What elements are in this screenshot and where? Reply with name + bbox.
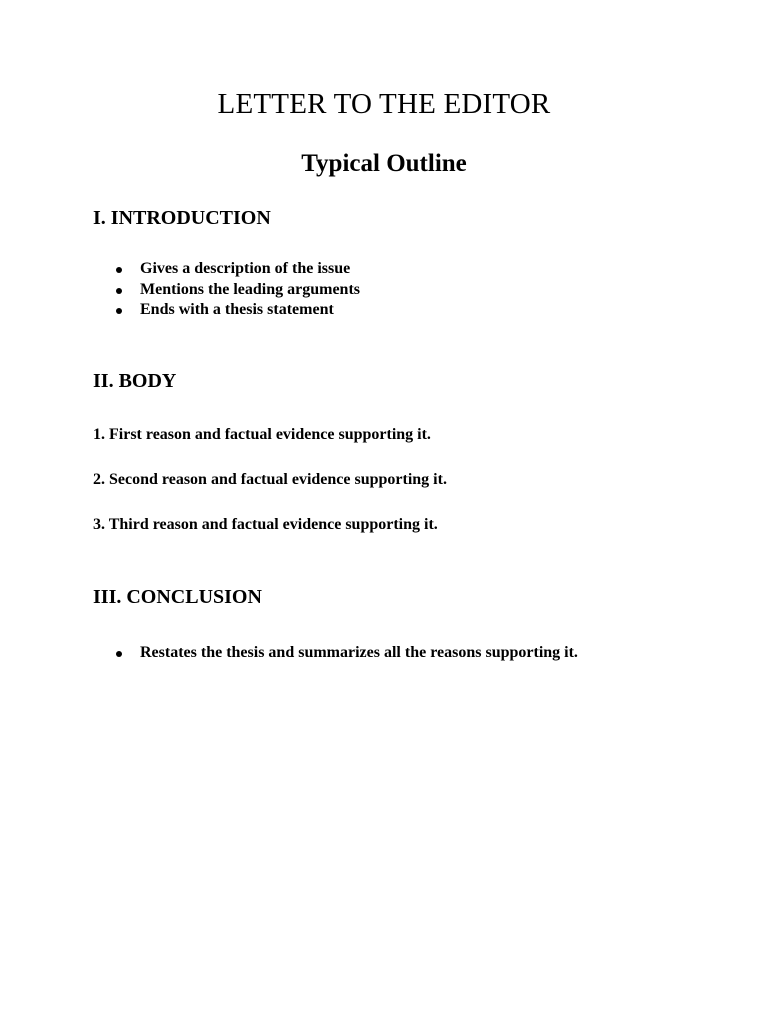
body-item-3: 3. Third reason and factual evidence supporting it. (93, 516, 438, 533)
conclusion-heading: III. CONCLUSION (93, 586, 262, 608)
list-item-text: Ends with a thesis statement (140, 301, 334, 318)
list-item-text: Restates the thesis and summarizes all the reasons supporting it. (140, 644, 578, 661)
list-item (111, 643, 578, 664)
bullet-icon (116, 267, 122, 273)
body-item-2: 2. Second reason and factual evidence supporting it. (93, 471, 447, 488)
introduction-heading: I. INTRODUCTION (93, 207, 271, 229)
document-subtitle: Typical Outline (301, 150, 467, 177)
list-item-text: Gives a description of the issue (140, 260, 351, 277)
conclusion-bullet-list (111, 643, 578, 664)
document-title: LETTER TO THE EDITOR (217, 88, 551, 120)
body-heading: II. BODY (93, 370, 177, 392)
list-item (111, 300, 360, 321)
bullet-icon (116, 288, 122, 294)
list-item (111, 280, 360, 301)
introduction-bullet-list (111, 259, 360, 321)
bullet-icon (116, 308, 122, 314)
list-item (111, 259, 360, 280)
body-item-1: 1. First reason and factual evidence supporting it. (93, 426, 431, 443)
bullet-icon (116, 651, 122, 657)
list-item-text: Mentions the leading arguments (140, 280, 360, 298)
